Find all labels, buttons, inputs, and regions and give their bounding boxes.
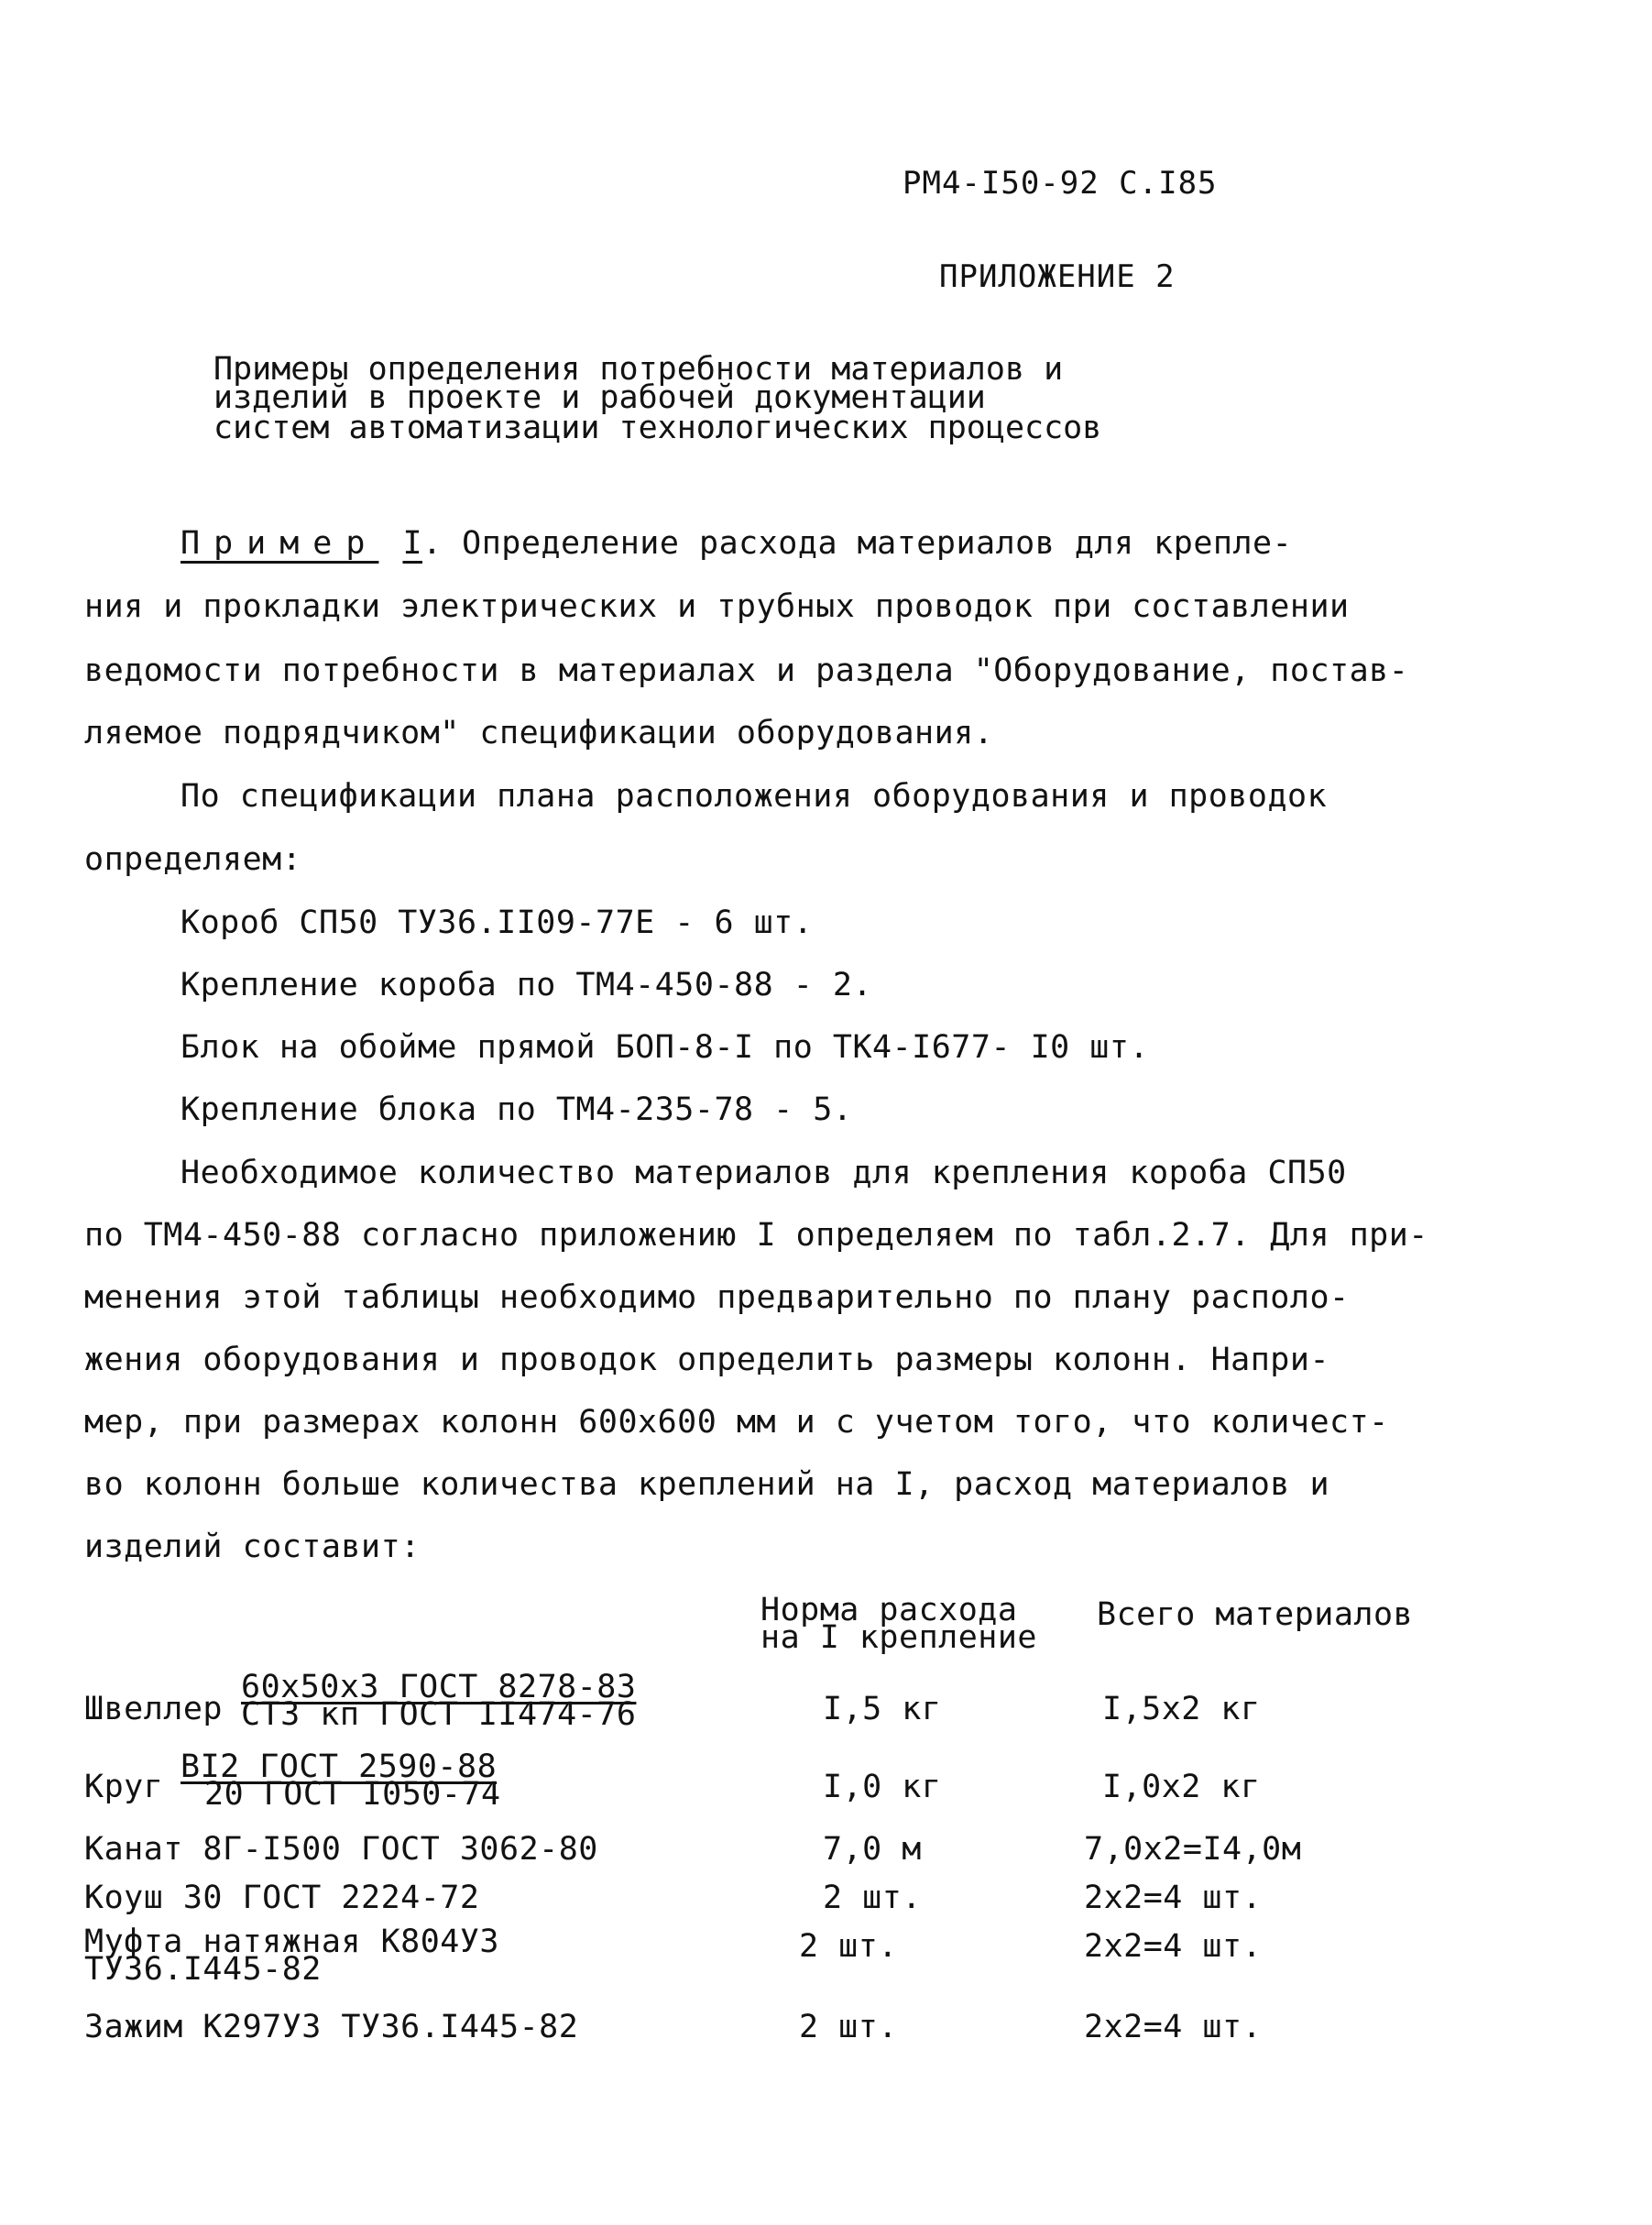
para2-line: жения оборудования и проводок определить размеры колонн. Напри- (84, 1342, 1330, 1378)
example-line-2: ния и прокладки электрических и трубных проводок при составлении (84, 588, 1350, 625)
table-row-norm: 2 шт. (799, 1928, 898, 1965)
table-row-total: I,5х2 кг (1102, 1691, 1261, 1727)
table-header-norm (760, 1592, 1038, 1656)
para2-line: во колонн больше количества креплений на I, расход материалов и (84, 1466, 1330, 1503)
table-row-total: 2х2=4 шт. (1084, 2009, 1263, 2045)
fraction-numerator: BI2 ГОСТ 2590-88 (181, 1748, 498, 1785)
table-header-total: Всего материалов (1097, 1596, 1414, 1633)
para2-line: мер, при размерах колонн 600х600 мм и с учетом того, что количест- (84, 1404, 1389, 1441)
example-line-3: ведомости потребности в материалах и раздела "Оборудование, постав- (84, 652, 1409, 689)
table-row-name: Круг (84, 1769, 164, 1805)
table-row-name-line-2: ТУ36.I445-82 (84, 1951, 322, 1988)
table-row-total: 2х2=4 шт. (1084, 1880, 1263, 1916)
fraction-numerator: 60х50х3 ГОСТ 8278-83 (241, 1669, 637, 1705)
para2-line: по ТМ4-450-88 согласно приложению I определяем по табл.2.7. Для при- (84, 1217, 1428, 1254)
example-number: I (402, 525, 423, 562)
table-row-name: Швеллер (84, 1691, 224, 1727)
table-row-total: I,0х2 кг (1102, 1769, 1261, 1805)
table-row-norm: I,5 кг (823, 1691, 942, 1727)
document-code: РМ4-I50-92 С.I85 (903, 165, 1218, 202)
spec-intro-line-1: По спецификации плана расположения оборудования и проводок (181, 778, 1328, 815)
item-line: Крепление короба по ТМ4-450-88 - 2. (181, 967, 873, 1003)
fraction-denominator: СТ3 кп ГОСТ II474-76 (241, 1696, 637, 1733)
title-line-3: систем автоматизации технологических процессов (213, 410, 1102, 446)
table-row-total: 2х2=4 шт. (1084, 1928, 1263, 1965)
table-row-name-line-1: Муфта натяжная К804У3 (84, 1924, 500, 1960)
para2-line: менения этой таблицы необходимо предварительно по плану располо- (84, 1279, 1350, 1316)
table-row-norm: 7,0 м (823, 1831, 922, 1868)
table-row-fraction (181, 1748, 501, 1813)
example-first-line (181, 525, 1292, 562)
item-line: Блок на обойме прямой БОП-8-I по ТК4-I677- I0 шт. (181, 1029, 1150, 1066)
table-header-norm-line-2: на I крепление (760, 1619, 1038, 1656)
title-line-2: изделий в проекте и рабочей документации (213, 379, 986, 416)
table-row-name (84, 1924, 500, 1988)
table-row-norm: I,0 кг (823, 1769, 942, 1805)
item-line: Короб СП50 ТУ36.II09-77Е - 6 шт. (181, 904, 814, 941)
appendix-label: ПРИЛОЖЕНИЕ 2 (939, 258, 1176, 295)
table-row-norm: 2 шт. (823, 1880, 922, 1916)
para2-line: Необходимое количество материалов для крепления короба СП50 (181, 1155, 1347, 1191)
example-first-line-rest: . Определение расхода материалов для крепле- (422, 525, 1293, 562)
example-label: Пример (181, 525, 379, 562)
example-line-4: ляемое подрядчиком" спецификации оборудования. (84, 715, 994, 751)
table-row-name: Зажим К297У3 ТУ36.I445-82 (84, 2009, 579, 2045)
table-row-fraction (241, 1669, 637, 1733)
para2-line: изделий составит: (84, 1529, 421, 1565)
table-row-name: Коуш 30 ГОСТ 2224-72 (84, 1880, 480, 1916)
table-header-norm-line-1: Норма расхода (760, 1592, 1018, 1628)
table-row-norm: 2 шт. (799, 2009, 898, 2045)
item-line: Крепление блока по ТМ4-235-78 - 5. (181, 1091, 853, 1128)
table-row-name: Канат 8Г-I500 ГОСТ 3062-80 (84, 1831, 598, 1868)
title-line-1: Примеры определения потребности материалов и (213, 351, 1064, 388)
table-row-total: 7,0х2=I4,0м (1084, 1831, 1302, 1868)
spec-intro-line-2: определяем: (84, 841, 302, 878)
fraction-denominator: 20 ГОСТ I050-74 (204, 1776, 501, 1813)
